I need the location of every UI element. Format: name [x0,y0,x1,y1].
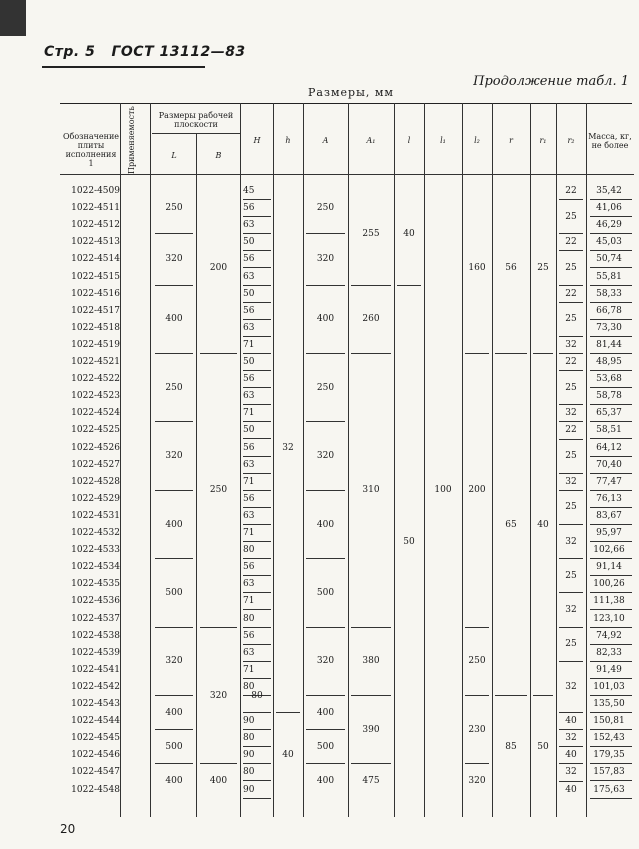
mass-cell: 77,47 [596,476,622,487]
h-cell: 56 [243,442,255,453]
h-cell: 56 [243,305,255,316]
designation-cell: 1022-4532 [71,528,120,538]
span-r2-value: 32 [565,339,577,350]
designation-cell: 1022-4521 [71,357,120,367]
applicability-dash [0,35,26,36]
span-a-value: 400 [316,314,335,325]
mass-cell: 45,03 [596,237,622,248]
span-r2-value: 32 [565,681,577,692]
span-a-value: 250 [316,203,335,214]
col-header-l: l [407,136,411,145]
grid-line [150,103,151,817]
span-l1-value: 100 [434,485,452,496]
designation-cell: 1022-4539 [71,647,120,658]
col-header-H: H [253,136,261,145]
header-underline [42,66,205,68]
grid-line [462,103,463,817]
span-a1-value: 255 [362,228,380,239]
span-divider [200,353,237,354]
span-r2-value: 22 [565,186,577,197]
h-cell: 90 [243,750,255,761]
span-divider [306,558,345,559]
grid-line [530,103,531,817]
designation-cell: 1022-4529 [71,493,120,504]
span-divider [495,695,527,696]
designation-cell: 1022-4548 [71,784,120,795]
span-divider [155,627,193,628]
span-r-value: 85 [505,741,517,752]
col-header-r1: r₁ [539,136,547,145]
span-l-value: 40 [403,228,415,239]
designation-cell: 1022-4534 [71,562,120,573]
span-divider [155,490,193,491]
grid-line [424,103,425,817]
mass-cell: 74,92 [596,630,622,641]
h-cell: 80 [243,545,255,556]
span-a1-value: 310 [362,485,380,496]
mass-cell: 70,40 [596,459,622,470]
span-a-value: 400 [316,776,335,786]
span-a1-value: 475 [362,776,380,786]
h-cell: 56 [243,254,255,265]
designation-cell: 1022-4511 [71,203,120,214]
span-l-value: 400 [165,314,183,325]
mass-cell: 157,83 [593,767,625,778]
span-a-value: 500 [316,741,335,752]
mass-cell: 95,97 [596,528,622,538]
designation-cell: 1022-4515 [71,271,120,282]
mass-cell: 152,43 [593,733,625,744]
span-a-value: 400 [316,519,335,530]
designation-cell: 1022-4512 [71,220,120,231]
h-cell: 63 [243,322,255,333]
span-divider [306,729,345,730]
span-l2-value: 200 [468,485,486,496]
h-cell: 45 [243,186,255,196]
span-divider [155,421,193,422]
span-a1-value: 260 [362,314,380,325]
mass-cell: 123,10 [593,613,625,624]
span-a1-value: 380 [362,656,380,667]
h-cell: 63 [243,459,255,470]
mass-cell: 58,33 [596,288,622,299]
mass-cell: 55,81 [596,271,622,282]
span-r-value: 65 [505,519,517,530]
span-h80-value: 80 [251,690,263,701]
mass-cell: 150,81 [593,716,625,727]
h-cell: 71 [243,528,255,538]
mass-cell: 46,29 [596,220,622,231]
designation-cell: 1022-4531 [71,510,120,521]
h-cell: 71 [243,339,255,350]
span-l-value: 320 [165,656,183,667]
span-divider [559,661,583,662]
span-r1-value: 40 [537,519,549,530]
grid-line [394,103,395,817]
span-a-value: 400 [316,707,335,718]
h-cell: 71 [243,408,255,419]
span-divider [306,233,345,234]
designation-cell: 1022-4541 [71,664,120,675]
h-cell: 80 [243,733,255,744]
span-divider [276,712,300,713]
span-l-value: 500 [165,587,183,598]
span-l-value: 250 [165,382,183,393]
span-divider [351,627,391,628]
span-r2-value: 32 [565,605,577,615]
mass-cell: 82,33 [596,647,622,658]
designation-cell: 1022-4544 [71,716,120,727]
span-l-value: 500 [165,741,183,752]
span-r2-value: 40 [565,750,577,761]
span-divider [559,592,583,593]
span-l-value: 400 [165,519,183,530]
span-h-value: 40 [282,750,294,761]
grid-line [348,103,349,817]
span-b-value: 250 [209,485,228,496]
span-divider [465,695,489,696]
grid-line [196,133,197,817]
span-divider [559,302,583,303]
designation-cell: 1022-4537 [71,613,120,624]
span-divider [465,627,489,628]
span-divider [200,627,237,628]
page-number: 20 [60,822,76,836]
table-top-line [60,103,632,104]
col-header-mass: Масса, кг, не более [588,132,632,150]
span-r2-value: 32 [565,476,577,487]
span-l-value: 250 [165,203,183,214]
h-cell: 63 [243,510,255,521]
span-r2-value: 40 [565,784,577,795]
span-divider [155,558,193,559]
mass-cell: 81,44 [596,339,622,350]
mass-cell: 58,78 [596,391,622,402]
designation-cell: 1022-4528 [71,476,120,487]
designation-cell: 1022-4513 [71,237,120,248]
h-cell: 50 [243,288,255,299]
h-underline [243,798,271,799]
span-l-value: 400 [165,707,183,718]
col-header-l1: l₁ [440,136,446,145]
span-r2-value: 25 [565,639,577,650]
span-divider [559,250,583,251]
h-cell: 71 [243,596,255,607]
span-r2-value: 32 [565,408,577,419]
span-l-value: 320 [165,451,183,462]
col-header-applicability: Применяемость [127,106,136,174]
h-cell: 80 [243,613,255,624]
mass-cell: 91,49 [596,664,622,675]
span-divider [306,763,345,764]
span-divider [306,627,345,628]
col-header-B: B [215,151,222,160]
h-cell: 56 [243,203,255,214]
span-divider [306,490,345,491]
span-r2-value: 25 [565,502,577,513]
standard-number: ГОСТ 13112—83 [111,44,246,60]
span-divider [559,199,583,200]
mass-cell: 65,37 [596,408,622,419]
span-divider [533,353,553,354]
col-header-r2: r₂ [567,136,575,145]
mass-underline [590,798,632,799]
mass-cell: 64,12 [596,442,622,453]
mass-cell: 135,50 [593,699,625,709]
page-header-label [44,44,246,60]
designation-cell: 1022-4546 [71,750,120,761]
h-cell: 90 [243,784,255,795]
span-divider [200,763,237,764]
col-header-r: r [509,136,513,145]
mass-cell: 175,63 [593,784,625,795]
span-l-value: 50 [403,536,415,547]
span-a-value: 500 [316,587,335,598]
span-divider [559,439,583,440]
span-l-value: 400 [165,776,183,786]
mass-cell: 76,13 [596,493,622,504]
designation-cell: 1022-4523 [71,391,120,402]
span-divider [155,695,193,696]
designation-cell: 1022-4543 [71,699,120,709]
grid-line [492,103,493,817]
designation-cell: 1022-4527 [71,459,120,470]
span-divider [351,763,391,764]
span-a-value: 250 [316,382,335,393]
span-r2-value: 32 [565,733,577,744]
designation-cell: 1022-4542 [71,681,120,692]
span-r2-value: 25 [565,314,577,325]
mass-cell: 179,35 [593,750,625,761]
span-r2-value: 32 [565,536,577,547]
span-a-value: 320 [316,254,335,265]
span-divider [351,285,391,286]
mass-cell: 66,78 [596,305,622,316]
h-cell: 71 [243,664,255,675]
span-r2-value: 22 [565,357,577,368]
span-divider [155,763,193,764]
h-cell: 80 [243,681,255,692]
span-divider [559,524,583,525]
span-divider [559,370,583,371]
span-divider [306,421,345,422]
designation-cell: 1022-4518 [71,322,120,333]
mass-cell: 41,06 [596,203,622,214]
span-r2-value: 22 [565,288,577,299]
h-cell: 63 [243,391,255,402]
mass-cell: 53,68 [596,374,622,385]
mass-cell: 102,66 [593,545,625,556]
span-l2-value: 320 [468,776,486,786]
designation-cell: 1022-4526 [71,442,120,453]
span-divider [351,695,391,696]
span-divider [155,233,193,234]
mass-cell: 111,38 [593,596,625,607]
span-divider [155,353,193,354]
mass-cell: 48,95 [596,357,622,367]
span-h-value: 32 [282,442,294,453]
span-divider [465,763,489,764]
span-divider [351,353,391,354]
span-l2-value: 230 [468,724,486,735]
span-divider [495,353,527,354]
designation-cell: 1022-4524 [71,408,120,419]
designation-cell: 1022-4533 [71,545,120,556]
span-r2-value: 25 [565,211,577,222]
span-l-value: 320 [165,254,183,265]
col-header-A: A [322,136,329,145]
grid-line [120,103,121,817]
col-header-L: L [171,151,177,160]
header-bottom-line [60,174,634,175]
h-cell: 56 [243,374,255,385]
span-divider [306,285,345,286]
span-b-value: 320 [209,690,228,701]
span-divider [533,695,553,696]
span-r2-value: 40 [565,716,577,727]
h-cell: 56 [243,493,255,504]
h-cell: 63 [243,271,255,282]
designation-cell: 1022-4545 [71,733,120,744]
span-a-value: 320 [316,656,335,667]
designation-cell: 1022-4536 [71,596,120,607]
mass-cell: 83,67 [596,510,622,521]
span-r2-value: 25 [565,382,577,393]
h-cell: 56 [243,630,255,641]
designation-cell: 1022-4525 [71,425,120,436]
span-divider [559,627,583,628]
page-label: Стр. 5 [44,44,96,60]
h-cell: 63 [243,220,255,231]
h-cell: 50 [243,237,255,248]
col-header-designation: Обозначение плиты исполнения 1 [62,132,120,168]
span-b-value: 400 [209,776,228,786]
h-cell: 50 [243,425,255,436]
span-divider [559,558,583,559]
h-cell: 90 [243,716,255,727]
col-header-l2: l₂ [474,136,480,145]
col-header-h: h [285,136,291,145]
span-r1-value: 50 [537,741,549,752]
span-a1-value: 390 [362,724,380,735]
span-l2-value: 250 [468,656,486,667]
span-r1-value: 25 [537,263,549,273]
span-divider [306,695,345,696]
span-r2-value: 22 [565,425,577,436]
designation-cell: 1022-4516 [71,288,120,299]
mass-cell: 101,03 [593,681,625,692]
dimensions-label: Размеры, мм [308,86,394,99]
designation-cell: 1022-4514 [71,254,120,265]
mass-cell: 91,14 [596,562,622,573]
h-cell: 56 [243,562,255,573]
col-header-working-plane: Размеры рабочей плоскости [158,111,234,129]
h-cell: 50 [243,357,255,367]
designation-cell: 1022-4522 [71,374,120,385]
h-cell: 71 [243,476,255,487]
span-divider [246,712,268,713]
span-divider [306,353,345,354]
col-header-A1: A₁ [366,136,376,145]
designation-cell: 1022-4519 [71,339,120,350]
continuation-label: Продолжение табл. 1 [473,74,629,89]
h-cell: 63 [243,647,255,658]
designation-cell: 1022-4538 [71,630,120,641]
span-r2-value: 22 [565,237,577,248]
span-divider [559,490,583,491]
grid-line [273,103,274,817]
mass-cell: 73,30 [596,322,622,333]
span-l2-value: 160 [468,263,486,273]
mass-cell: 58,51 [596,425,622,436]
h-cell: 63 [243,579,255,590]
span-r-value: 56 [505,263,517,273]
span-r2-value: 25 [565,570,577,581]
span-a-value: 320 [316,451,335,462]
mass-cell: 50,74 [596,254,622,265]
span-r2-value: 25 [565,263,577,273]
designation-cell: 1022-4509 [71,186,120,196]
mass-cell: 100,26 [593,579,625,590]
span-b-value: 200 [209,263,228,273]
designation-cell: 1022-4535 [71,579,120,590]
span-divider [465,353,489,354]
grid-line [240,103,241,817]
span-r2-value: 32 [565,767,577,778]
designation-cell: 1022-4547 [71,767,120,778]
mass-cell: 35,42 [596,186,622,196]
span-divider [155,729,193,730]
span-divider [397,285,421,286]
span-r2-value: 25 [565,451,577,462]
h-cell: 80 [243,767,255,778]
span-divider [155,285,193,286]
designation-cell: 1022-4517 [71,305,120,316]
